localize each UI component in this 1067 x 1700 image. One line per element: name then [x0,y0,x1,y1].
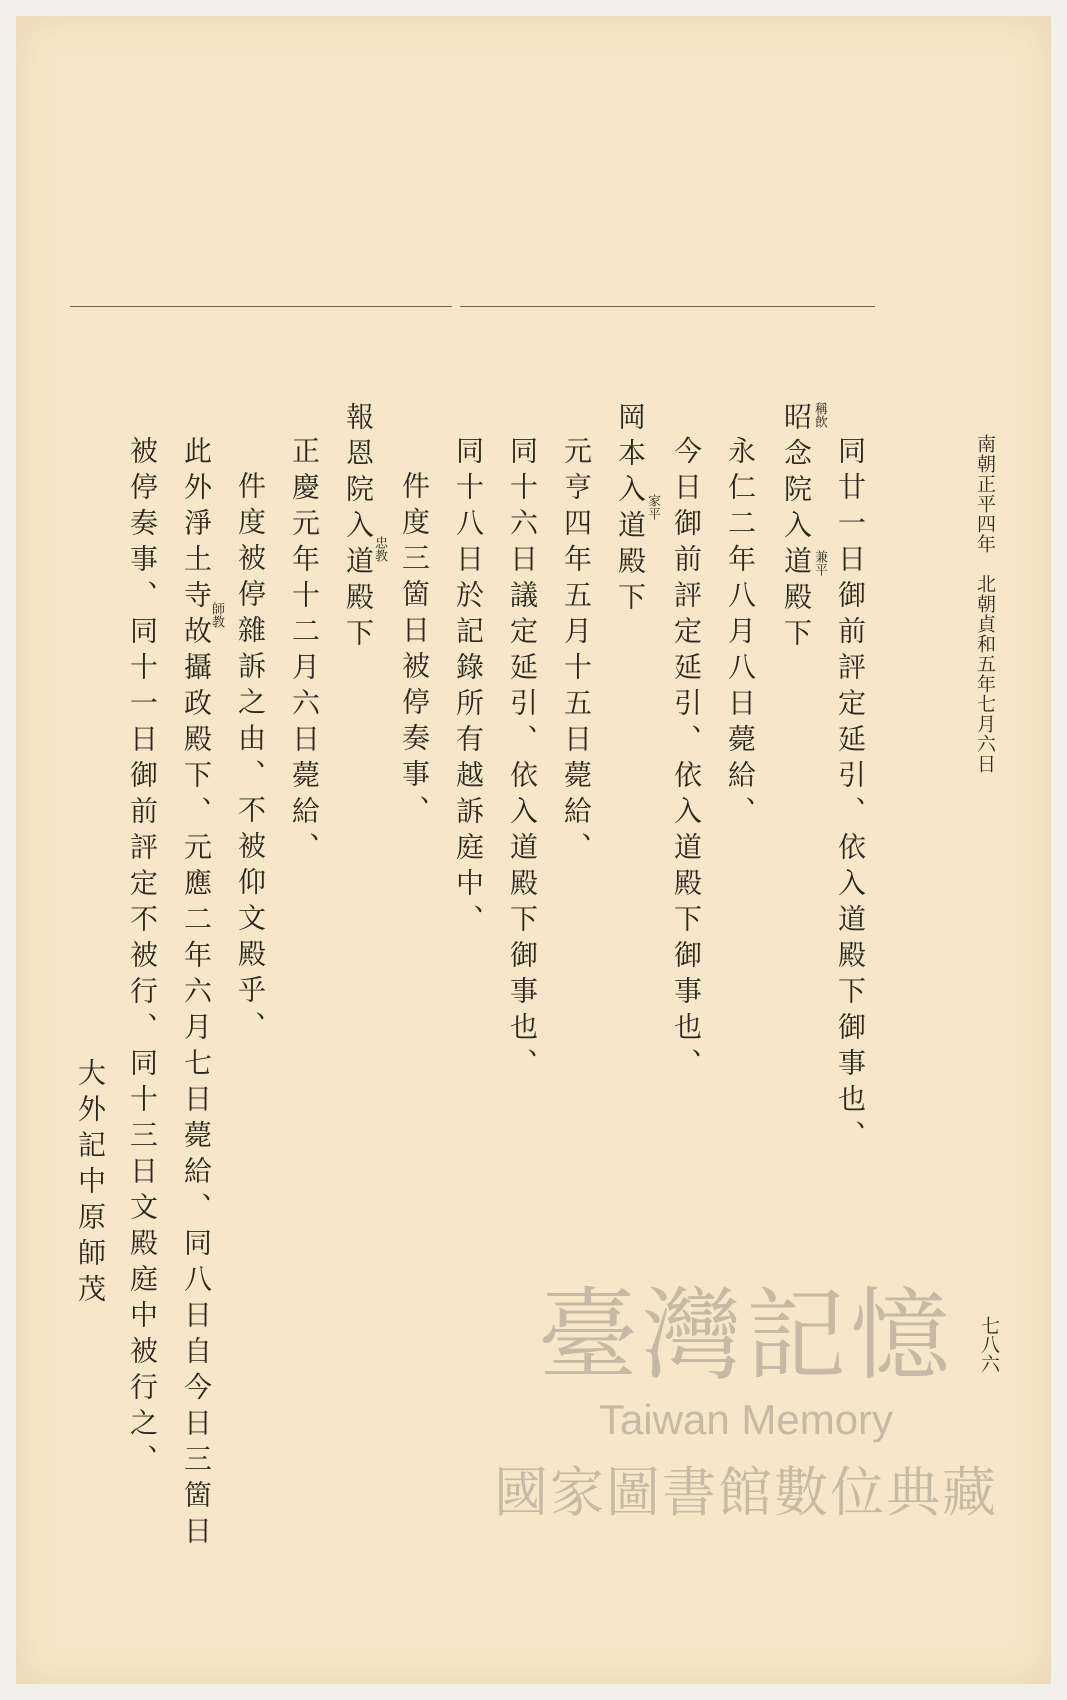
text-column-5: 岡本入道殿下 [614,402,647,618]
text-column-3: 永仁二年八月八日薨給、 [724,436,757,832]
horizontal-rule-left [70,306,452,307]
horizontal-rule-right [460,306,875,307]
text-column-10: 報恩院入道殿下 [342,402,375,654]
watermark-chinese: 國家圖書館數位典藏 [494,1461,998,1524]
interlinear-note-2: 兼平 [812,550,827,576]
book-page [16,16,1051,1684]
text-column-9: 件度三箇日被停奏事、 [398,471,431,831]
text-column-2: 昭念院入道殿下 [780,402,813,654]
text-column-12: 件度被停雜訴之由、不被仰文殿乎、 [234,471,267,1047]
interlinear-note-4: 忠教 [372,536,387,562]
interlinear-note-1: 稱飲 [812,402,827,428]
interlinear-note-5: 師教 [209,602,224,628]
watermark-english: Taiwan Memory [598,1396,894,1443]
text-column-8: 同十八日於記錄所有越訴庭中、 [452,436,485,940]
text-column-4: 今日御前評定延引、依入道殿下御事也、 [670,436,703,1084]
running-head: 南朝正平四年 北朝貞和五年七月六日 [974,434,996,774]
text-column-11: 正慶元年十二月六日薨給、 [288,436,321,868]
watermark [466,1277,1026,1566]
text-column-13: 此外淨土寺故攝政殿下、元應二年六月七日薨給、同八日自今日三箇日 [180,436,213,1552]
text-column-6: 元亨四年五月十五日薨給、 [560,436,593,868]
interlinear-note-3: 家平 [645,494,660,520]
text-column-1: 同廿一日御前評定延引、依入道殿下御事也、 [834,436,867,1156]
text-column-7: 同十六日議定延引、依入道殿下御事也、 [506,436,539,1084]
page-number: 七八六 [978,1316,1000,1373]
text-column-15: 大外記中原師茂 [74,1058,107,1310]
watermark-logo: 臺灣記憶 [538,1277,954,1394]
text-column-14: 被停奏事、同十一日御前評定不被行、同十三日文殿庭中被行之、 [126,436,159,1480]
